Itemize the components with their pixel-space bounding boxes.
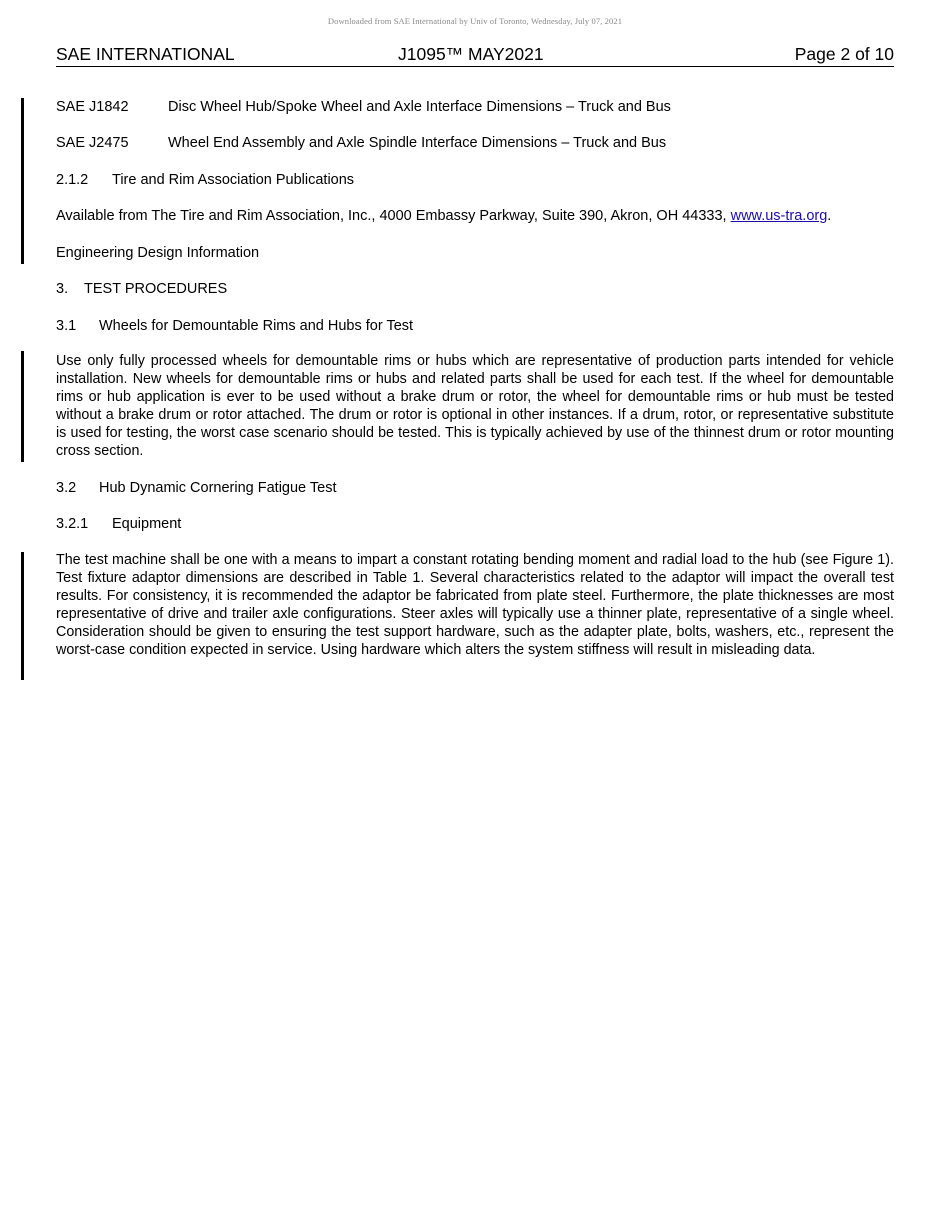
section-title: Hub Dynamic Cornering Fatigue Test <box>99 480 337 496</box>
section-title: Equipment <box>112 516 182 532</box>
reference-title: Wheel End Assembly and Axle Spindle Interface Dimensions – Truck and Bus <box>168 135 667 151</box>
revision-change-bar <box>21 98 24 264</box>
reference-title: Disc Wheel Hub/Spoke Wheel and Axle Interface Dimensions – Truck and Bus <box>168 99 671 115</box>
section-heading-3 <box>56 280 894 298</box>
tra-website-link[interactable]: www.us-tra.org <box>730 208 828 224</box>
tra-availability-suffix: . <box>827 208 832 224</box>
reference-code: SAE J1842 <box>56 99 129 115</box>
tra-availability-text: Available from The Tire and Rim Association, Inc., 4000 Embassy Parkway, Suite 390, Akron, OH 44333, <box>56 208 731 224</box>
revision-change-bar <box>21 351 24 462</box>
section-title: Wheels for Demountable Rims and Hubs for Test <box>99 318 414 334</box>
page-header <box>56 44 894 67</box>
section-number: 3.1 <box>56 318 77 334</box>
section-number: 3.2 <box>56 480 77 496</box>
reference-item <box>56 98 894 116</box>
section-title: TEST PROCEDURES <box>84 281 228 297</box>
header-document-id: J1095™ MAY2021 <box>398 44 544 64</box>
header-page-number: Page 2 of 10 <box>794 44 894 64</box>
section-heading-3-2 <box>56 479 894 497</box>
reference-code: SAE J2475 <box>56 135 129 151</box>
download-watermark: Downloaded from SAE International by Univ of Toronto, Wednesday, July 07, 2021 <box>327 16 623 26</box>
section-title: Tire and Rim Association Publications <box>112 172 355 188</box>
section-3-2-1-body: The test machine shall be one with a means to impart a constant rotating bending moment and radial load to the hub (see Figure 1). Test fixture adaptor dimensions are described in Table 1. Several characteristics related to the adaptor will impact the overall test results. For consistency, it is recommended the adaptor be fabricated from plate steel. Furthermore, the plate thicknesses are most representative of drive and trailer axle configurations. Steer axles will typically use a thinner plate, representative of a single wheel. Consideration should be given to ensuring the test support hardware, such as the adapter plate, bolts, washers, etc., represent the worst-case condition expected in service. Using hardware which alters the system stiffness will result in misleading data. <box>56 552 894 658</box>
engineering-design-paragraph: Engineering Design Information <box>56 245 260 261</box>
section-number: 3.2.1 <box>56 516 89 532</box>
section-heading-3-1 <box>56 317 894 335</box>
section-number: 2.1.2 <box>56 172 89 188</box>
tra-availability-paragraph <box>56 207 894 225</box>
header-organization: SAE INTERNATIONAL <box>56 44 235 64</box>
reference-item <box>56 134 894 152</box>
revision-change-bar <box>21 552 24 680</box>
section-number: 3. <box>56 281 69 297</box>
section-3-1-body: Use only fully processed wheels for demountable rims or hubs which are representative of production parts intended for vehicle installation. New wheels for demountable rims or hubs and related parts shall be used for each test. If the wheel for demountable rims or hub application is ever to be used without a brake drum or rotor, the wheel for demountable rims or hub must be tested without a brake drum or rotor attached. The drum or rotor is optional in other instances. If a drum, rotor, or representative substitute is used for testing, the worst case scenario should be tested. This is typically achieved by use of the thinnest drum or rotor mounting cross section. <box>56 353 894 459</box>
section-heading-2-1-2 <box>56 171 894 189</box>
section-heading-3-2-1 <box>56 515 894 533</box>
